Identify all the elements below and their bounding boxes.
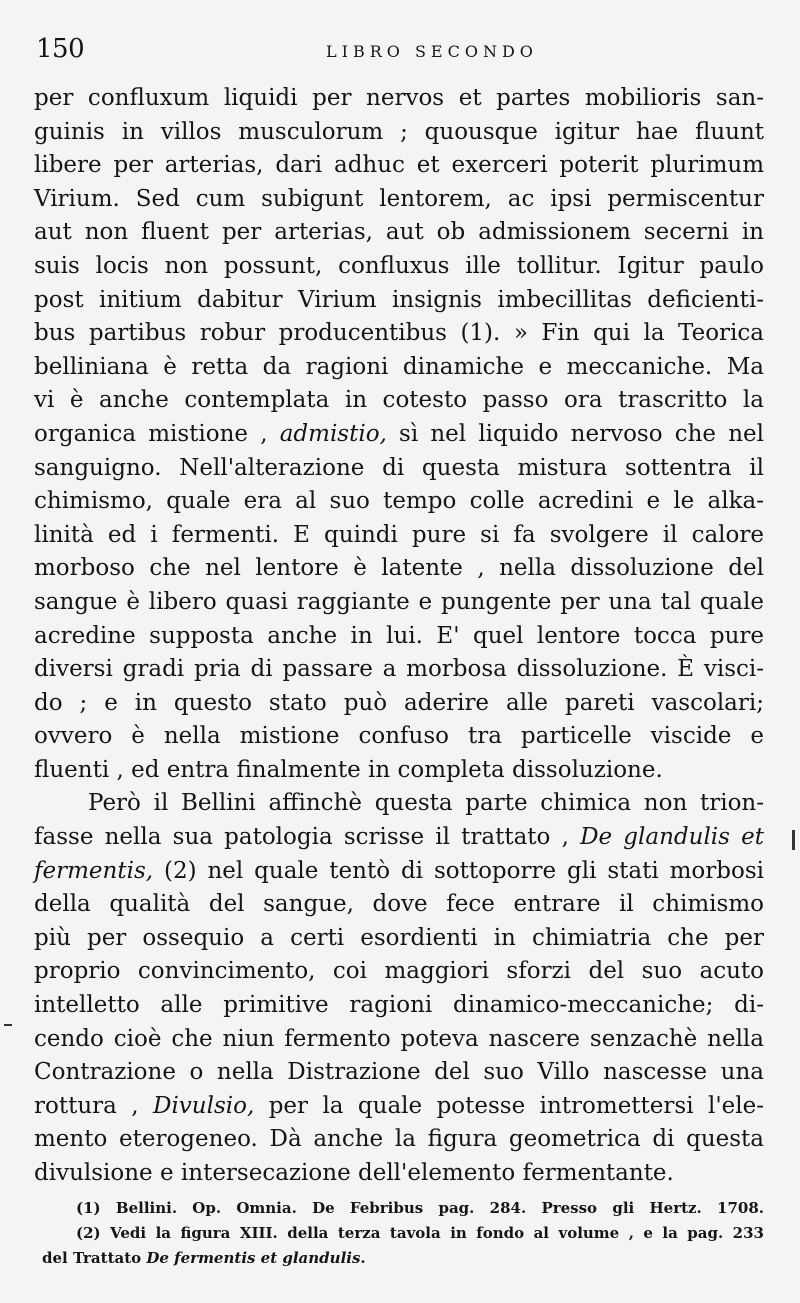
text-line: vi è anche contemplata in cotesto passo ora trascritto la (34, 387, 764, 414)
footnote-2-continuation (42, 1246, 764, 1271)
text-segment: (2) nel quale tentò di sottoporre gli stati morbosi (153, 857, 764, 884)
margin-tick-mark (792, 830, 795, 850)
page-header (36, 34, 766, 74)
italic-title: De glandulis et (580, 824, 764, 851)
text-line: belliniana è retta da ragioni dinamiche e meccaniche. Ma (34, 353, 764, 380)
text-line: chimismo, quale era al suo tempo colle acredini e le alka- (34, 488, 764, 515)
text-segment: per la quale potesse intromettersi l'ele- (254, 1092, 765, 1119)
text-line: per confluxum liquidi per nervos et partes mobilioris san- (34, 85, 764, 111)
text-line: della qualità del sangue, dove fece entrare il chimismo (34, 891, 764, 918)
text-segment: sì nel liquido nervoso che nel (386, 420, 764, 447)
text-line: suis locis non possunt, confluxus ille tollitur. Igitur paulo (34, 252, 764, 279)
text-line: proprio convincimento, coi maggiori sforzi del suo acuto (34, 958, 764, 985)
text-line: post initium dabitur Virium insignis imbecillitas deficienti- (34, 286, 764, 313)
text-line: sangue è libero quasi raggiante e pungente per una tal quale (34, 588, 764, 615)
text-line: cendo cioè che niun fermento poteva nascere senzachè nella (34, 1025, 764, 1052)
text-line: Virium. Sed cum subigunt lentorem, ac ipsi permiscentur (34, 185, 764, 212)
paragraph-end-line: divulsione e intersecazione dell'elemento fermentante. (34, 1160, 674, 1186)
text-line (34, 855, 764, 889)
footnote-2: (2) Vedi la figura XIII. della terza tavola in fondo al volume , e la pag. 233 (76, 1224, 764, 1242)
paragraph-start-line: Però il Bellini affinchè questa parte chimica non trion- (88, 790, 764, 817)
text-segment: fasse nella sua patologia scrisse il trattato , (34, 824, 581, 851)
text-line: più per ossequio a certi esordienti in chimiatria che per (34, 924, 764, 951)
italic-term: Divulsio, (153, 1092, 255, 1119)
margin-dash-mark (4, 1024, 12, 1026)
footnotes (42, 1196, 764, 1271)
page-number: 150 (36, 34, 85, 64)
text-segment: rottura , (34, 1092, 153, 1119)
text-line: bus partibus robur producentibus (1). » Fin qui la Teorica (34, 320, 764, 347)
text-line (34, 418, 764, 452)
running-title: LIBRO SECONDO (326, 42, 538, 61)
text-segment: del Trattato (42, 1249, 147, 1267)
text-line: ovvero è nella mistione confuso tra particelle viscide e (34, 723, 764, 750)
text-line: acredine supposta anche in lui. E' quel lentore tocca pure (34, 622, 764, 649)
italic-title: De fermentis et glandulis. (146, 1249, 366, 1267)
italic-title: fermentis, (34, 857, 154, 884)
italic-term: admistio, (279, 420, 387, 447)
text-line: aut non fluent per arterias, aut ob admissionem secerni in (34, 219, 764, 246)
text-line: intelletto alle primitive ragioni dinamico-meccaniche; di- (34, 992, 764, 1019)
text-line: morboso che nel lentore è latente , nella dissoluzione del (34, 555, 764, 582)
text-line: sanguigno. Nell'alterazione di questa mistura sottentra il (34, 454, 764, 481)
paragraph-end-line: fluenti , ed entra finalmente in completa dissoluzione. (34, 756, 663, 783)
text-line: linità ed i fermenti. E quindi pure si fa svolgere il calore (34, 521, 764, 548)
text-line: do ; e in questo stato può aderire alle pareti vascolari; (34, 689, 764, 716)
text-line (34, 821, 764, 855)
text-line: mento eterogeneo. Dà anche la figura geometrica di questa (34, 1126, 764, 1153)
text-line: libere per arterias, dari adhuc et exerceri poterit plurimum (34, 152, 764, 179)
footnote-1: (1) Bellini. Op. Omnia. De Febribus pag. 284. Presso gli Hertz. 1708. (76, 1199, 764, 1217)
text-line: diversi gradi pria di passare a morbosa dissoluzione. È visci- (34, 656, 764, 683)
body-text (34, 82, 764, 1191)
text-segment: organica mistione , (34, 420, 280, 447)
text-line (34, 1090, 764, 1124)
text-line: guinis in villos musculorum ; quousque igitur hae fluunt (34, 118, 764, 145)
text-line: Contrazione o nella Distrazione del suo Villo nascesse una (34, 1059, 764, 1086)
